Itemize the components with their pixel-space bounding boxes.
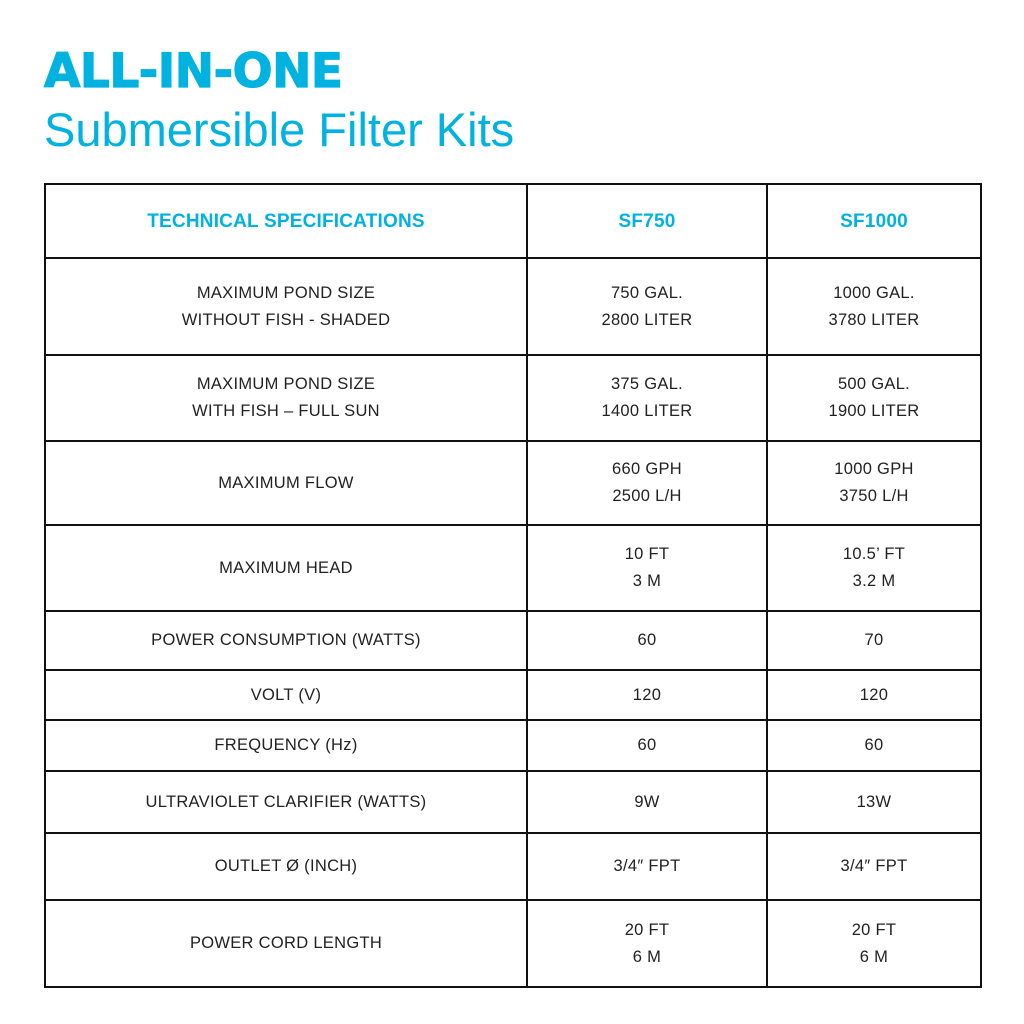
sf1000-value [767, 258, 981, 355]
value-line: 6 M [632, 947, 662, 966]
table-row [45, 771, 981, 833]
spec-label [45, 258, 527, 355]
spec-label: FREQUENCY (Hz) [45, 720, 527, 771]
table-row [45, 670, 981, 720]
value-line: 1000 GAL. [833, 283, 915, 302]
spec-label-line: MAXIMUM POND SIZE [196, 375, 376, 393]
value-line: 1000 GPH [834, 460, 914, 478]
header-sf750: SF750 [527, 184, 767, 258]
value-line: 3750 L/H [839, 487, 909, 505]
table-row [45, 833, 981, 900]
value-line: 1400 LITER [601, 402, 693, 420]
spec-label [45, 441, 527, 525]
spec-label-line: WITH FISH – FULL SUN [192, 402, 380, 420]
value-line: 10 FT [624, 545, 670, 563]
sf1000-value [767, 900, 981, 987]
sf1000-value: 13W [767, 771, 981, 833]
value-line: 6 M [859, 947, 889, 966]
spec-label: VOLT (V) [45, 670, 527, 720]
table-row [45, 525, 981, 611]
sf750-value [527, 900, 767, 987]
title-subtitle: Submersible Filter Kits [44, 103, 515, 156]
table-row [45, 720, 981, 771]
sf750-value: 3/4″ FPT [527, 833, 767, 900]
spec-label: OUTLET Ø (INCH) [45, 833, 527, 900]
spec-label-line: MAXIMUM FLOW [218, 473, 354, 492]
sf750-value: 60 [527, 720, 767, 771]
sf1000-value [767, 355, 981, 441]
table-row [45, 900, 981, 987]
sf1000-value: 70 [767, 611, 981, 670]
sf750-value [527, 441, 767, 525]
value-line: 3780 LITER [828, 310, 920, 329]
sf750-value [527, 355, 767, 441]
spec-label [45, 355, 527, 441]
table-row [45, 611, 981, 670]
spec-label [45, 900, 527, 987]
value-line: 3 M [632, 572, 662, 590]
value-line: 2500 L/H [612, 487, 682, 505]
sf1000-value [767, 525, 981, 611]
table-row [45, 258, 981, 355]
spec-label-line: WITHOUT FISH - SHADED [181, 310, 391, 329]
sf1000-value: 120 [767, 670, 981, 720]
sf1000-value: 3/4″ FPT [767, 833, 981, 900]
sf750-value: 60 [527, 611, 767, 670]
sf1000-value: 60 [767, 720, 981, 771]
spec-label: POWER CONSUMPTION (WATTS) [45, 611, 527, 670]
value-line: 2800 LITER [601, 310, 693, 329]
value-line: 375 GAL. [610, 375, 684, 393]
value-line: 20 FT [624, 920, 670, 939]
table-row [45, 441, 981, 525]
value-line: 20 FT [851, 920, 897, 939]
value-line: 500 GAL. [837, 375, 911, 393]
title-block [44, 44, 514, 158]
spec-label [45, 525, 527, 611]
specs-table [44, 183, 982, 988]
table-row [45, 355, 981, 441]
sf1000-value [767, 441, 981, 525]
sf750-value [527, 258, 767, 355]
header-technical-specifications: TECHNICAL SPECIFICATIONS [45, 184, 527, 258]
value-line: 750 GAL. [610, 283, 684, 302]
spec-label-line: POWER CORD LENGTH [189, 934, 383, 952]
table-header-row [45, 184, 981, 258]
sf750-value: 9W [527, 771, 767, 833]
sf750-value: 120 [527, 670, 767, 720]
value-line: 3.2 M [852, 572, 896, 590]
sf750-value [527, 525, 767, 611]
value-line: 10.5’ FT [842, 545, 906, 563]
spec-label-line: MAXIMUM HEAD [219, 558, 353, 577]
spec-label-line: MAXIMUM POND SIZE [196, 283, 376, 302]
spec-label: ULTRAVIOLET CLARIFIER (WATTS) [45, 771, 527, 833]
value-line: 660 GPH [612, 460, 682, 478]
value-line: 1900 LITER [828, 402, 920, 420]
header-sf1000: SF1000 [767, 184, 981, 258]
title-main: ALL-IN-ONE [44, 44, 343, 99]
